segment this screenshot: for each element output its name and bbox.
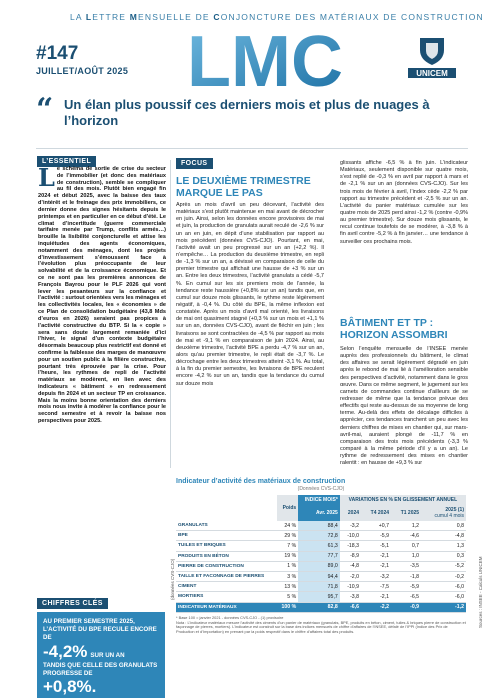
cell-poids: 7 % (277, 541, 298, 551)
cell-t1-2025: 1,2 (391, 521, 421, 531)
issue-block (36, 44, 128, 76)
cell-t1-2025: 1,0 (391, 551, 421, 561)
table-row (176, 551, 466, 561)
cell-product-name: CIMENT (176, 582, 277, 592)
cell-2025: 0,8 (421, 521, 466, 531)
focus-title: LE DEUXIÈME TRIMESTRE MARQUE LE PAS (176, 175, 311, 199)
table-row (176, 582, 466, 592)
cell-t4-2024: -5,9 (361, 531, 391, 541)
cell-product-name: INDICATEUR MATÉRIAUX (176, 602, 277, 612)
cell-t4-2024: -2,1 (361, 551, 391, 561)
column-divider (170, 160, 171, 468)
cell-poids: 1 % (277, 561, 298, 571)
headline: Un élan plus poussif ces derniers mois et plus de nuages à l’horizon (64, 97, 430, 129)
cell-2024: -2,0 (340, 571, 361, 581)
cell-2025: -6,0 (421, 582, 466, 592)
quote-icon: “ (36, 92, 54, 127)
table-header-2024: 2024 (340, 505, 361, 521)
cell-2024: -6,6 (340, 602, 361, 612)
table-row (176, 541, 466, 551)
table-note-line: * Base 100 = janvier 2021 - données CVS-CJO - (1) provisoire (176, 614, 284, 620)
cell-product-name: TUILES ET BRIQUES (176, 541, 277, 551)
cell-2025: 1,3 (421, 541, 466, 551)
lmc-logo (150, 30, 380, 90)
table-header-2025: 2025 (1) cumul 4 mois (421, 505, 466, 521)
table-source: Sources : INSEE - Calculs UNICEM (478, 556, 483, 628)
essentiel-text: Le schéma de sortie de crise du secteur de l’immobilier (et donc des matériaux de construction), semble se compliquer au fil des mois. Plutôt bien engagé fin 2024 et début 2025, avec la baisse des taux d’intérêt et le freinage des prix immobiliers, ce dernier donne des signes hésitants depuis le printemps et en particulier en ce début d’été. Le climat d’incertitude (guerre commerciale tarifaire menée par Trump, conflits armés…) brouille la lisibilité conjoncturelle et attise les inquiétudes des agents économiques, notamment des ménages, dont les projets d’investissement s’émoussent face à l’évolution plus préoccupante de leur solvabilité et de la croissance économique. Et ce ne sont pas les premières annonces de François Bayrou pour le PLF 2026 qui vont lever les pesanteurs sur la confiance et l’activité : surtout orientées vers les ménages et les collectivités locales, les « économies » de ce Plan de consolidation budgétaire (43,8 Mds d’euros en 2026) seraient pas propices à l’activité constructive du BTP. Si la « copie » sera sans doute largement remaniée d’ici l’hiver, le signal d’un contexte budgétaire désormais beaucoup plus restrictif est donné et confirme la faiblesse des marges de manœuvre pour un soutien public à la filière constructive, pourtant très éprouvée par la crise. Pour l’heure, les rythmes de repli de l’activité matériaux se modèrent, en lien avec des indicateurs « bâtiment » en redressement depuis fin 2024 et un secteur TP en croissance. Mais la moins bonne orientation des derniers mois nous invite à modérer la confiance pour le second semestre et à revoir la baisse nos perspectives pour 2025. (38, 166, 166, 425)
batiment-text: Selon l’enquête mensuelle de l’INSEE menée auprès des professionnels du bâtiment, le climat des affaires se serait légèrement dégradé en juin après le rebond de mai lié à l’amélioration sensible des perspectives d’activité, notamment dans le gros œuvre. Dans ce même segment, le jugement sur les carnets de commandes continue d’ailleurs de se redresser de même que la tendance prévue des effectifs qui reste au-dessus de sa moyenne de long terme. Au-delà des effets de décalage difficiles à apprécier, ces tendances tranchent un peu avec les derniers chiffres de mises en chantier qui, sur mars-avril-mai, auraient plongé de -11,7 % en comparaison des trois mois précédents (-3,3 % comparé à la même période d’il y a un an). Le rythme de redressement des mises en chantier ralentit : en hausse de +9,3 % sur (340, 346, 468, 467)
drop-cap: L (38, 166, 55, 192)
cell-2025: -4,8 (421, 531, 466, 541)
cell-2025: -6,0 (421, 592, 466, 602)
chiffres-box (37, 612, 165, 698)
cell-poids: 3 % (277, 571, 298, 581)
cell-t4-2024: -5,1 (361, 541, 391, 551)
cell-2024: -10,9 (340, 582, 361, 592)
cell-product-name: BPE (176, 531, 277, 541)
chiffres-value-granulats: +0,8%. (43, 676, 97, 696)
cell-indice: 88,4 (298, 521, 340, 531)
indicator-table (176, 495, 466, 613)
table-note (176, 616, 466, 636)
cell-product-name: MORTIERS (176, 592, 277, 602)
chiffres-value-bpe: -4,2% (43, 642, 88, 662)
svg-text:UNICEM: UNICEM (416, 69, 448, 78)
table-header-blank (176, 495, 277, 521)
table-header-indice-sub: Avr. 2025 (298, 505, 340, 521)
lmc-logo-text: LMC (187, 30, 343, 90)
cell-2024: -3,2 (340, 521, 361, 531)
cell-t1-2025: 0,7 (391, 541, 421, 551)
table-row (176, 561, 466, 571)
cell-indice: 89,0 (298, 561, 340, 571)
table-row (176, 521, 466, 531)
newsletter-kicker: LA LETTRE MENSUELLE DE CONJONCTURE DES MATÉRIAUX DE CONSTRUCTION (70, 12, 484, 22)
cell-2025: -5,2 (421, 561, 466, 571)
table-header-indice: INDICE MOIS* (298, 495, 340, 505)
table-title: Indicateur d’activité des matériaux de construction (176, 478, 346, 485)
cell-t4-2024: +0,7 (361, 521, 391, 531)
cell-t1-2025: -0,9 (391, 602, 421, 612)
cell-product-name: TAILLE ET FACONNAGE DE PIERRES (176, 571, 277, 581)
table-row (176, 571, 466, 581)
cell-t4-2024: -2,1 (361, 592, 391, 602)
chiffres-side-note: (données CVS-CJO) (170, 558, 175, 600)
table-header-poids: Poids (277, 495, 298, 521)
cell-product-name: PRODUITS EN BÉTON (176, 551, 277, 561)
cell-poids: 100 % (277, 602, 298, 612)
focus-column-2: glissants affiche -6,5 % à fin juin. L’indicateur Matériaux, seulement disponible sur quatre mois, s’est replié de -0,3 % en avril par rapport à mars et de -2,1 % sur un an (données CVS-CJO). Sur les trois mois de février à avril, l’index cède -2,2 % par rapport au trimestre précédent et -2,5 % sur un an. L’activité du panier matériaux cumulée sur les quatre mois de 2025 perd ainsi -1,2 % (contre -0,9% au premier trimestre). Sur douze mois glissants, le recul continue toutefois de se modérer, à -3,8 % à fin avril contre -5,2 % à fin janvier… une tendance à surveiller ces prochains mois. (340, 160, 468, 245)
chiffres-line-2: TANDIS QUE CELLE DES GRANULATS PROGRESSE DE (43, 662, 158, 677)
unicem-emblem-icon (404, 34, 460, 80)
cell-product-name: GRANULATS (176, 521, 277, 531)
essentiel-tag: L’ESSENTIEL (37, 156, 96, 167)
table-total-row (176, 602, 466, 612)
cell-2024: -4,8 (340, 561, 361, 571)
cell-t1-2025: -4,6 (391, 531, 421, 541)
chiffres-tag: CHIFFRES CLÉS (37, 598, 108, 609)
cell-2025: -0,2 (421, 571, 466, 581)
cell-product-name: PIERRE DE CONSTRUCTION (176, 561, 277, 571)
cell-indice: 94,4 (298, 571, 340, 581)
cell-indice: 72,8 (298, 531, 340, 541)
cell-2024: -8,9 (340, 551, 361, 561)
cell-t4-2024: -2,2 (361, 602, 391, 612)
issue-date: JUILLET/AOÛT 2025 (36, 66, 129, 76)
cell-2024: -18,3 (340, 541, 361, 551)
table-subtitle: (Données CVS-CJO) (297, 486, 345, 492)
cell-2025: -1,2 (421, 602, 466, 612)
cell-indice: 95,7 (298, 592, 340, 602)
unicem-logo (404, 34, 460, 80)
table-header-t4-2024: T4 2024 (361, 505, 391, 521)
cell-t4-2024: -7,5 (361, 582, 391, 592)
batiment-title: BÂTIMENT ET TP : HORIZON ASSOMBRI (340, 317, 448, 341)
issue-number: #147 (36, 43, 79, 64)
focus-tag: FOCUS (176, 158, 213, 169)
table-note-line: Nota : L’indicateur matériaux mesure l’activité des ciments d’un panier de matériaux (granulats, BPE, produits en béton, ciment, tuiles & briques pierre de construction et façonnage de pierres, mortiers). L’indicateur est construit sur la base des indices mensuels de chiffre d’affaires de l’INSEE, défalé de l’IPPI (Indice des Prix de Production et d’Importation) en prenant par la poids respectif dans le chiffre d’affaires total des produits. (176, 619, 466, 635)
cell-poids: 29 % (277, 531, 298, 541)
cell-t1-2025: -3,5 (391, 561, 421, 571)
table-header-variation: VARIATIONS EN % EN GLISSEMENT ANNUEL (340, 495, 466, 505)
chiffres-after-1: SUR UN AN (90, 652, 125, 660)
cell-poids: 24 % (277, 521, 298, 531)
materials-indicator-table (176, 478, 466, 688)
table-row (176, 592, 466, 602)
chiffres-line-1: AU PREMIER SEMESTRE 2025, L’ACTIVITÉ DU BPE RECULE ENCORE DE (43, 618, 157, 641)
focus-column-1: Après un mois d’avril un peu décevant, l’activité des matériaux s’est plutôt maintenue en mai avant de décrocher en juin. Ainsi, selon les données encore provisoires de mai et juin, la production de granulats aurait reculé de -2,6 % sur un an en juin, en dépit d’une stabilisation par rapport au mois précédent (données CVS-CJO). Pourtant, en mai, l’activité avait un peu progressé sur un an (+2,2 %). Il n’empêche… La production du deuxième trimestre, en repli de -1,3 % sur un an, a dévissé en comparaison de celle du premier trimestre qui affichait une hausse de +3 % sur un an. Entre les deux trimestres, l’activité granulats a cédé -5,7 %. En cumul sur les six premiers mois de l’année, la tendance reste haussière (+0,8% sur un an) tandis que, en cumul sur douze mois glissants, le rythme reste légèrement négatif, à -0,4 %. Du côté du BPE, la même inflexion est constatée. Après un mois d’avril mal orienté, les livraisons de mai ont quasiment stagné (+0,3 % sur un mois et +1,1 % sur un an, données CVS-CJO), avant de fléchir en juin ; les livraisons se sont contractées de -4,5 % par rapport au mois de mai et -9,1 % en comparaison de juin 2024. Ainsi, au deuxième trimestre, l’activité BPE a perdu -4,7 % sur un an, alors qu’au premier trimestre, le repli était de -3,7 %. Le décrochage entre les deux trimestres atteint -3,1 %. Au total, à la fin du premier semestre, les livraisons de BPE reculent encore -4,2 % sur un an, tandis que la tendance du cumul sur douze mois (176, 202, 324, 387)
cell-poids: 19 % (277, 551, 298, 561)
cell-indice: 71,8 (298, 582, 340, 592)
cell-2024: -3,8 (340, 592, 361, 602)
cell-t1-2025: -1,8 (391, 571, 421, 581)
cell-indice: 61,3 (298, 541, 340, 551)
table-row (176, 531, 466, 541)
table-header-t1-2025: T1 2025 (391, 505, 421, 521)
header-divider (36, 148, 468, 149)
cell-t1-2025: -5,9 (391, 582, 421, 592)
cell-t4-2024: -3,2 (361, 571, 391, 581)
cell-2025: 0,3 (421, 551, 466, 561)
cell-2024: -10,0 (340, 531, 361, 541)
cell-poids: 5 % (277, 592, 298, 602)
cell-t4-2024: -2,1 (361, 561, 391, 571)
cell-indice: 77,7 (298, 551, 340, 561)
cell-poids: 13 % (277, 582, 298, 592)
cell-indice: 82,8 (298, 602, 340, 612)
cell-t1-2025: -6,5 (391, 592, 421, 602)
